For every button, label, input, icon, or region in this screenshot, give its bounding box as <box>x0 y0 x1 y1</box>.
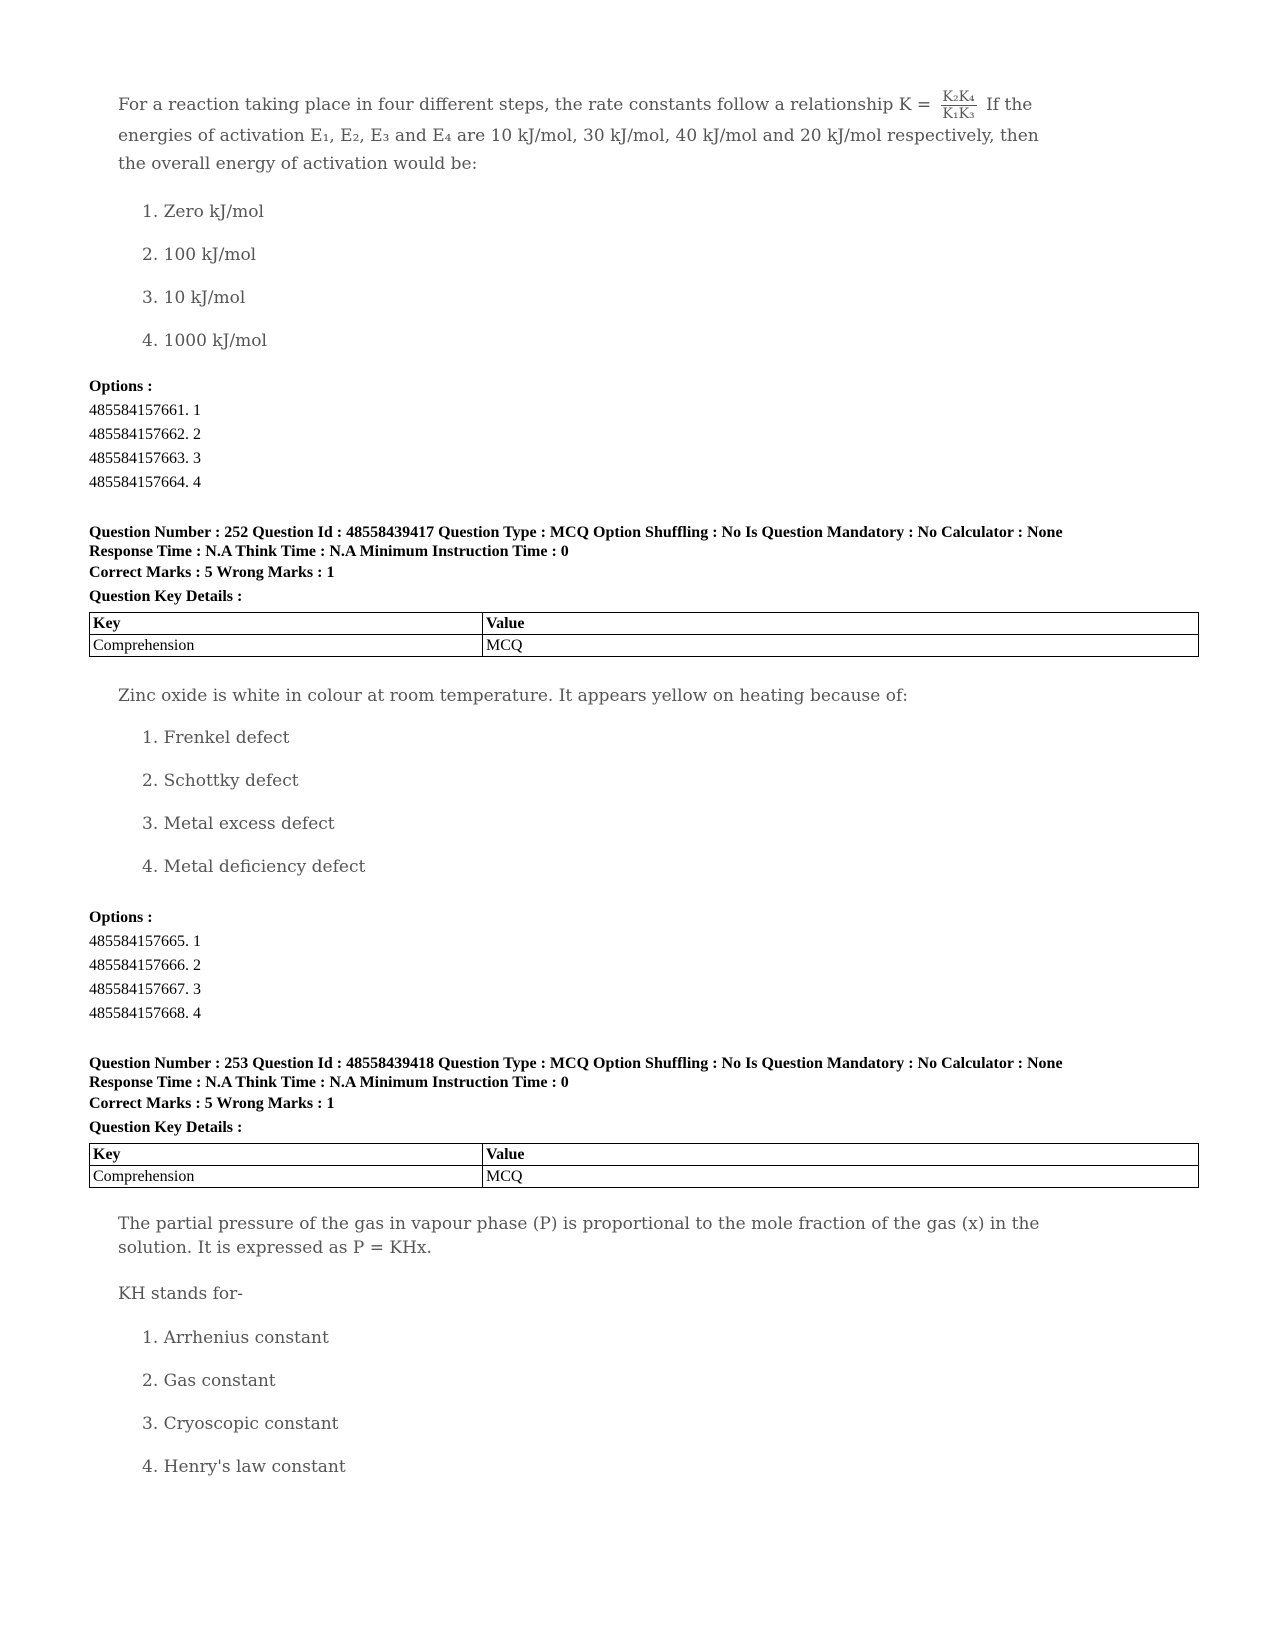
choice-item: 2. Gas constant <box>142 1371 276 1391</box>
question-stem-text: If the <box>986 95 1033 115</box>
table-row <box>90 635 1199 657</box>
choice-item: 2. 100 kJ/mol <box>142 245 257 265</box>
choice-list <box>118 200 267 353</box>
choice-item: 1. Zero kJ/mol <box>142 202 264 222</box>
fraction-numerator: K₂K₄ <box>942 89 975 105</box>
option-id: 485584157663. 3 <box>89 450 201 467</box>
marks-line: Correct Marks : 5 Wrong Marks : 1 <box>89 1095 335 1112</box>
choice-item: 3. Metal excess defect <box>142 814 335 834</box>
question-stem-text: For a reaction taking place in four different steps, the rate constants follow a relationship K = <box>118 95 932 115</box>
options-label: Options : <box>89 909 153 926</box>
question-stem-text: KH stands for- <box>118 1284 243 1304</box>
table-cell-key: Comprehension <box>90 635 483 657</box>
choice-item: 4. Metal deficiency defect <box>142 857 366 877</box>
table-header-value: Value <box>483 1144 1199 1166</box>
table-header-key: Key <box>90 613 483 635</box>
key-details-label: Question Key Details : <box>89 1119 243 1136</box>
options-block <box>89 906 201 1026</box>
choice-list <box>118 726 365 879</box>
fraction-denominator: K₁K₃ <box>942 106 975 122</box>
options-label: Options : <box>89 378 153 395</box>
choice-item: 3. 10 kJ/mol <box>142 288 246 308</box>
question-header-line: Response Time : N.A Think Time : N.A Minimum Instruction Time : 0 <box>89 1074 569 1091</box>
choice-item: 1. Arrhenius constant <box>142 1328 329 1348</box>
question-image-zinc-oxide <box>118 682 908 710</box>
question-header-line: Response Time : N.A Think Time : N.A Minimum Instruction Time : 0 <box>89 543 569 560</box>
option-id: 485584157665. 1 <box>89 933 201 950</box>
question-stem-text: energies of activation E₁, E₂, E₃ and E₄ are 10 kJ/mol, 30 kJ/mol, 40 kJ/mol and 20 kJ/mol respectively, then <box>118 126 1039 146</box>
table-header-row <box>90 613 1199 635</box>
question-image-rate-constants <box>118 88 1118 178</box>
question-stem-text: The partial pressure of the gas in vapour phase (P) is proportional to the mole fraction of the gas (x) in the <box>118 1214 1040 1234</box>
options-block <box>89 375 201 495</box>
question-stem-text: the overall energy of activation would be: <box>118 154 478 174</box>
option-id: 485584157668. 4 <box>89 1005 201 1022</box>
rate-constant-fraction <box>941 89 977 122</box>
question-image-partial-pressure <box>118 1212 1118 1308</box>
choice-item: 3. Cryoscopic constant <box>142 1414 339 1434</box>
question-header-line: Question Number : 253 Question Id : 48558439418 Question Type : MCQ Option Shuffling : No Is Question Mandatory : No Calculator : None <box>89 1055 1063 1072</box>
option-id: 485584157662. 2 <box>89 426 201 443</box>
choice-item: 4. Henry's law constant <box>142 1457 346 1477</box>
question-header-252 <box>89 523 1063 609</box>
option-id: 485584157664. 4 <box>89 474 201 491</box>
question-stem-text: Zinc oxide is white in colour at room temperature. It appears yellow on heating because of: <box>118 686 908 706</box>
choice-item: 1. Frenkel defect <box>142 728 290 748</box>
option-id: 485584157661. 1 <box>89 402 201 419</box>
table-row <box>90 1166 1199 1188</box>
table-header-value: Value <box>483 613 1199 635</box>
table-cell-value: MCQ <box>483 1166 1199 1188</box>
key-details-label: Question Key Details : <box>89 588 243 605</box>
question-header-line: Question Number : 252 Question Id : 48558439417 Question Type : MCQ Option Shuffling : No Is Question Mandatory : No Calculator : None <box>89 524 1063 541</box>
choice-item: 2. Schottky defect <box>142 771 299 791</box>
key-details-table <box>89 612 1199 657</box>
choice-item: 4. 1000 kJ/mol <box>142 331 267 351</box>
choice-list <box>118 1326 346 1479</box>
table-cell-value: MCQ <box>483 635 1199 657</box>
table-cell-key: Comprehension <box>90 1166 483 1188</box>
table-header-row <box>90 1144 1199 1166</box>
key-details-table <box>89 1143 1199 1188</box>
question-stem-text: solution. It is expressed as P = KHx. <box>118 1238 432 1258</box>
option-id: 485584157666. 2 <box>89 957 201 974</box>
question-header-253 <box>89 1054 1063 1140</box>
table-header-key: Key <box>90 1144 483 1166</box>
marks-line: Correct Marks : 5 Wrong Marks : 1 <box>89 564 335 581</box>
option-id: 485584157667. 3 <box>89 981 201 998</box>
